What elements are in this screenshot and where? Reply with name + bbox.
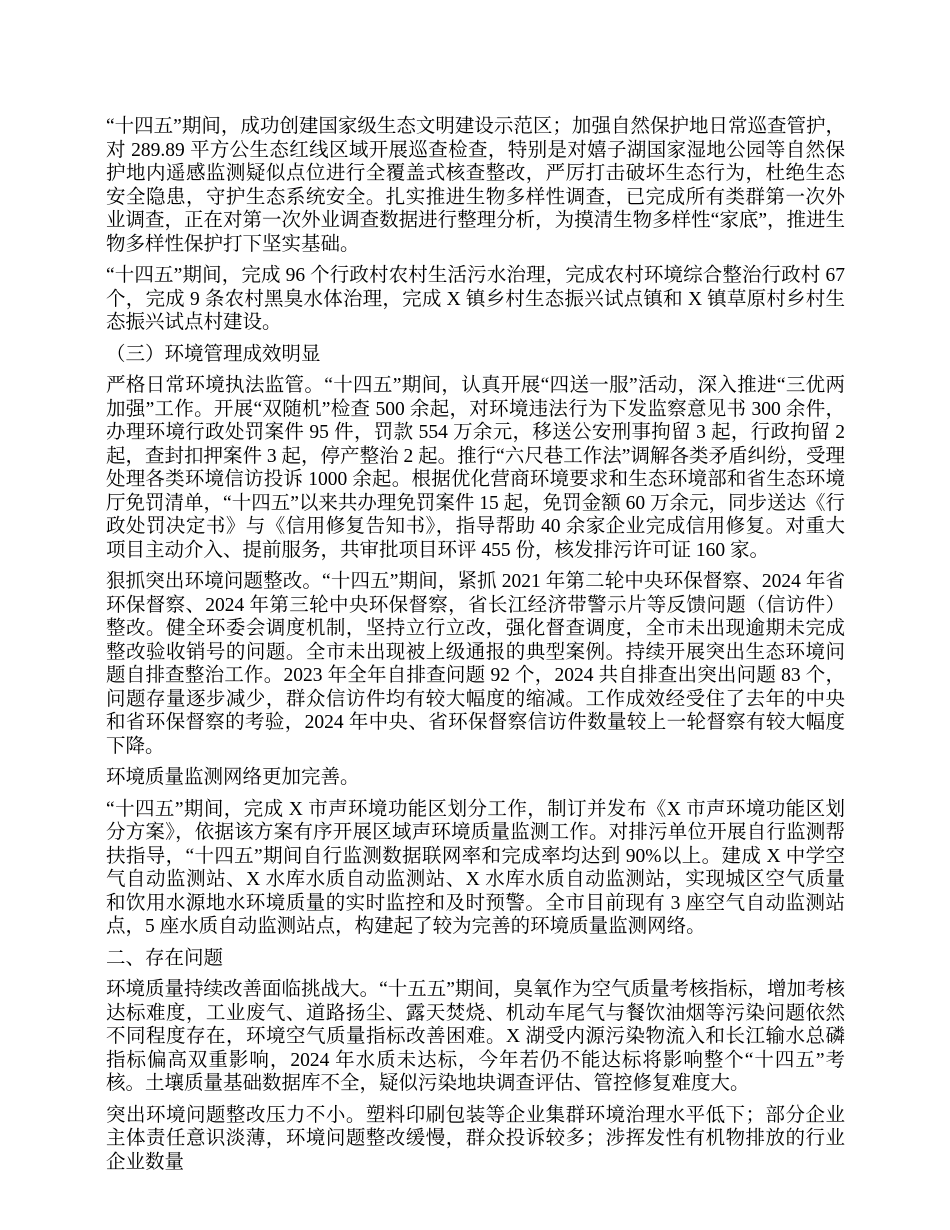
- paragraph-monitoring-network-detail: “十四五”期间，完成 X 市声环境功能区划分工作，制订并发布《X 市声环境功能区划分方案》，依据该方案有序开展区域声环境质量监测工作。对排污单位开展自行监测帮扶指导，“十四五”期间自行监测数据联网率和完成率均达到 90%以上。建成 X 中学空气自动监测站、X 水库水质自动监测站、X 水库水质自动监测站，实现城区空气质量和饮用水源地水环境质量的实时监控和及时预警。全市目前现有 3 座空气自动监测站点，5 座水质自动监测站点，构建起了较为完善的环境质量监测网络。: [106, 798, 845, 937]
- paragraph-monitoring-network-intro: 环境质量监测网络更加完善。: [106, 767, 360, 788]
- paragraph-rural-environment: “十四五”期间，完成 96 个行政村农村生活污水治理，完成农村环境综合整治行政村 67 个，完成 9 条农村黑臭水体治理，完成 X 镇乡村生态振兴试点镇和 X 镇草原村乡村生态振兴试点村建设。: [106, 265, 845, 333]
- document-page: [106, 115, 845, 1182]
- paragraph-rectification-pressure: 突出环境问题整改压力不小。塑料印刷包装等企业集群环境治理水平低下；部分企业主体责任意识淡薄，环境问题整改缓慢，群众投诉较多；涉挥发性有机物排放的行业企业数量: [106, 1104, 845, 1173]
- heading-section-2-problems: 二、存在问题: [106, 947, 224, 969]
- paragraph-enforcement-supervision: 严格日常环境执法监管。“十四五”期间，认真开展“四送一服”活动，深入推进“三优两加强”工作。开展“双随机”检查 500 余起，对环境违法行为下发监察意见书 300 余件，办理环境行政处罚案件 95 件，罚款 554 万余元，移送公安刑事拘留 3 起，行政拘留 2 起，查封扣押案件 3 起，停产整治 2 起。推行“六尺巷工作法”调解各类矛盾纠纷，受理处理各类环境信访投诉 1000 余起。根据优化营商环境要求和生态环境部和省生态环境厅免罚清单，“十四五”以来共办理免罚案件 15 起，免罚金额 60 万余元，同步送达《行政处罚决定书》与《信用修复告知书》，指导帮助 40 余家企业完成信用修复。对重大项目主动介入、提前服务，共审批项目环评 455 份，核发排污许可证 160 家。: [106, 375, 845, 561]
- heading-section-3-management: （三）环境管理成效明显: [106, 343, 321, 365]
- paragraph-quality-improvement-challenges: 环境质量持续改善面临挑战大。“十五五”期间，臭氧作为空气质量考核指标，增加考核达标难度，工业废气、道路扬尘、露天焚烧、机动车尾气与餐饮油烟等污染问题依然不同程度存在，环境空气质量指标改善困难。X 湖受内源污染物流入和长江输水总磷指标偏高双重影响，2024 年水质未达标，今年若仍不能达标将影响整个“十四五”考核。土壤质量基础数据库不全，疑似污染地块调查评估、管控修复难度大。: [106, 979, 845, 1094]
- paragraph-problem-rectification: 狠抓突出环境问题整改。“十四五”期间，紧抓 2021 年第二轮中央环保督察、2024 年省环保督察、2024 年第三轮中央环保督察，省长江经济带警示片等反馈问题（信访件）整改。健全环委会调度机制，坚持立行立改，强化督查调度，全市未出现逾期未完成整改验收销号的问题。全市未出现被上级通报的典型案例。持续开展突出生态环境问题自排查整治工作。2023 年全年自排查问题 92 个，2024 共自排查出突出问题 83 个，问题存量逐步减少，群众信访件均有较大幅度的缩减。工作成效经受住了去年的中央和省环保督察的考验，2024 年中央、省环保督察信访件数量较上一轮督察有较大幅度下降。: [106, 571, 845, 757]
- paragraph-ecology-achievements: “十四五”期间，成功创建国家级生态文明建设示范区；加强自然保护地日常巡查管护，对 289.89 平方公生态红线区域开展巡查检查，特别是对嬉子湖国家湿地公园等自然保护地内遥感监测疑似点位进行全覆盖式核查整改，严厉打击破坏生态行为，杜绝生态安全隐患，守护生态系统安全。扎实推进生物多样性调查，已完成所有类群第一次外业调查，正在对第一次外业调查数据进行整理分析，为摸清生物多样性“家底”，推进生物多样性保护打下坚实基础。: [106, 116, 845, 255]
